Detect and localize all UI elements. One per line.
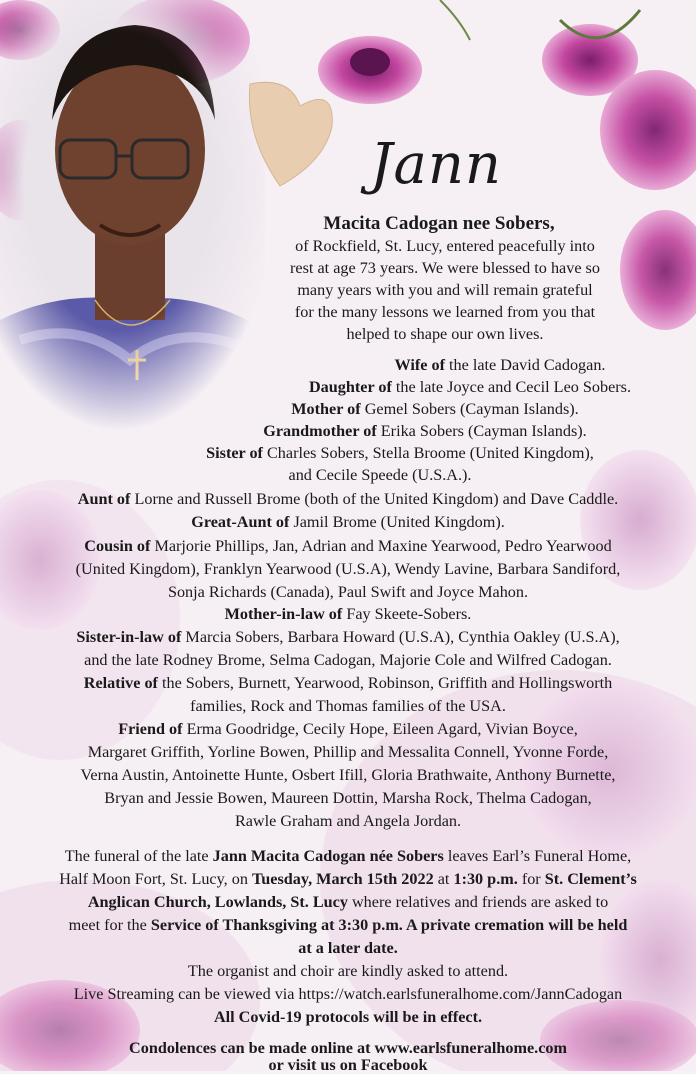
friend-of-cont-3: Bryan and Jessie Bowen, Maureen Dottin, Marsha Rock, Thelma Cadogan,	[104, 789, 592, 807]
friend-of-cont-1: Margaret Griffith, Yorline Bowen, Phillip and Messalita Connell, Yvonne Forde,	[87, 743, 609, 761]
daughter-of-line: Daughter of the late Joyce and Cecil Leo Sobers.	[308, 378, 632, 396]
wife-of-line: Wife of the late David Cadogan.	[394, 356, 606, 374]
condolences-line-2: or visit us on Facebook	[268, 1056, 428, 1074]
sister-of-cont: and Cecile Speede (U.S.A.).	[288, 466, 472, 484]
condolences-line-1: Condolences can be made online at www.earlsfuneralhome.com	[129, 1039, 567, 1057]
friend-of-cont-2: Verna Austin, Antoinette Hunte, Osbert Ifill, Gloria Brathwaite, Anthony Burnette,	[80, 766, 616, 784]
aunt-of-line: Aunt of Lorne and Russell Brome (both of the United Kingdom) and Dave Caddle.	[77, 490, 619, 508]
intro-line-3: many years with you and will remain grateful	[297, 281, 593, 299]
intro-line-4: for the many lessons we learned from you that	[294, 303, 596, 321]
funeral-line-1: The funeral of the late Jann Macita Cadogan née Sobers leaves Earl’s Funeral Home,	[64, 847, 632, 865]
intro-line-5: helped to shape our own lives.	[346, 325, 544, 343]
relative-of-cont: families, Rock and Thomas families of the USA.	[190, 697, 506, 715]
organist-line: The organist and choir are kindly asked to attend.	[187, 962, 509, 980]
live-streaming-line: Live Streaming can be viewed via https://watch.earlsfuneralhome.com/JannCadogan	[73, 985, 623, 1003]
mother-of-line: Mother of Gemel Sobers (Cayman Islands).	[291, 400, 579, 418]
name-heading: Macita Cadogan nee Sobers,	[323, 213, 555, 234]
script-title: Jann	[370, 132, 502, 197]
relative-of-line: Relative of the Sobers, Burnett, Yearwood, Robinson, Griffith and Hollingsworth	[83, 674, 613, 692]
friend-of-line: Friend of Erma Goodridge, Cecily Hope, Eileen Agard, Vivian Boyce,	[118, 720, 578, 738]
funeral-line-4: meet for the Service of Thanksgiving at 3:30 p.m. A private cremation will be held	[68, 916, 628, 934]
funeral-line-2: Half Moon Fort, St. Lucy, on Tuesday, March 15th 2022 at 1:30 p.m. for St. Clement’s	[59, 870, 637, 888]
cousin-of-cont-2: Sonja Richards (Canada), Paul Swift and Joyce Mahon.	[167, 583, 529, 601]
funeral-line-5: at a later date.	[298, 939, 398, 957]
sister-of-line: Sister of Charles Sobers, Stella Broome (United Kingdom),	[206, 444, 594, 462]
funeral-line-3: Anglican Church, Lowlands, St. Lucy where relatives and friends are asked to	[87, 893, 609, 911]
great-aunt-of-line: Great-Aunt of Jamil Brome (United Kingdom).	[191, 513, 505, 531]
sister-in-law-of-line: Sister-in-law of Marcia Sobers, Barbara Howard (U.S.A), Cynthia Oakley (U.S.A),	[76, 628, 620, 646]
grandmother-of-line: Grandmother of Erika Sobers (Cayman Islands).	[263, 422, 587, 440]
intro-line-2: rest at age 73 years. We were blessed to have so	[290, 259, 600, 277]
intro-line-1: of Rockfield, St. Lucy, entered peacefully into	[295, 237, 595, 255]
covid-protocols-line: All Covid-19 protocols will be in effect.	[213, 1008, 483, 1026]
cousin-of-line: Cousin of Marjorie Phillips, Jan, Adrian and Maxine Yearwood, Pedro Yearwood	[84, 537, 612, 555]
friend-of-cont-4: Rawle Graham and Angela Jordan.	[234, 812, 462, 830]
mother-in-law-of-line: Mother-in-law of Fay Skeete-Sobers.	[224, 605, 472, 623]
sister-in-law-of-cont: and the late Rodney Brome, Selma Cadogan, Majorie Cole and Wilfred Cadogan.	[84, 651, 612, 669]
cousin-of-cont-1: (United Kingdom), Franklyn Yearwood (U.S.A), Wendy Lavine, Barbara Sandiford,	[75, 560, 621, 578]
